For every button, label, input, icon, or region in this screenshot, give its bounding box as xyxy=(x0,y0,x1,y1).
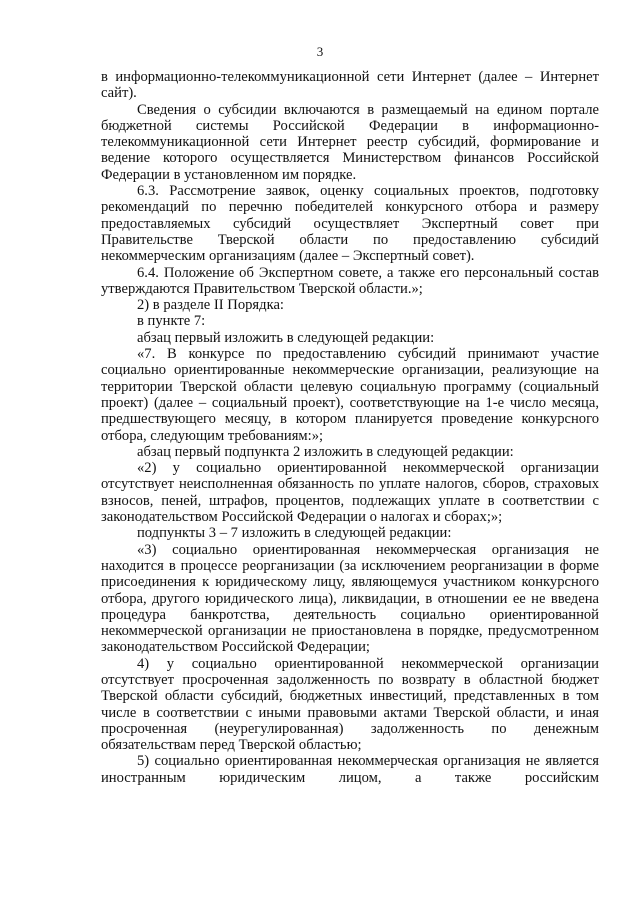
document-body xyxy=(101,69,599,786)
paragraph-subitem-3: «3) социально ориентированная некоммерческая организация не находится в процессе реорганизации (за исключением реорганизации в форме присоединения к юридическому лицу, являющемуся участником конкурсного отбора, другого юридического лица), ликвидации, в отношении ее не введена процедура банкротства, деятельность социально ориентированной некоммерческой организации не приостановлена в порядке, предусмотренном законодательством Российской Федерации; xyxy=(101,541,599,656)
paragraph-section-2: 2) в разделе II Порядка: xyxy=(137,297,284,314)
paragraph-item-7-text: «7. В конкурсе по предоставлению субсидий принимают участие социально ориентированные некоммерческие организации, реализующие на территории Тверской области целевую социальную программу (социальный проект) (далее – социальный проект), соответствующие на 1-е число месяца, предшествующего месяцу, в котором планируется проведение конкурсного отбора, следующим требованиям:»; xyxy=(101,346,599,444)
paragraph-item-7: в пункте 7: xyxy=(137,313,206,330)
paragraph-first-paragraph: абзац первый изложить в следующей редакции: xyxy=(137,329,435,346)
page-number: 3 xyxy=(316,44,324,59)
paragraph-subitem-4: 4) у социально ориентированной некоммерческой организации отсутствует просроченная задолженность по возврату в областной бюджет Тверской области субсидий, бюджетных инвестиций, представленных в том числе в соответствии с иными правовыми актами Тверской области, и иная просроченная (неурегулированная) задолженность по денежным обязательствам перед Тверской областью; xyxy=(101,655,599,754)
paragraph-6-3: 6.3. Рассмотрение заявок, оценку социальных проектов, подготовку рекомендаций по перечню победителей конкурсного отбора и размеру предоставляемых субсидий осуществляет Экспертный совет при Правительстве Тверской области по предоставлению субсидий некоммерческим организациям (далее – Экспертный совет). xyxy=(101,183,599,265)
paragraph-subitem-2-intro: абзац первый подпункта 2 изложить в следующей редакции: xyxy=(137,443,514,460)
paragraph-subsidy-registry: Сведения о субсидии включаются в размещаемый на едином портале бюджетной системы Российской Федерации в информационно-телекоммуникационной сети Интернет реестр субсидий, формирование и ведение которого осуществляется Министерством финансов Российской Федерации в установленном им порядке. xyxy=(101,101,599,183)
paragraph-subitem-2-text: «2) у социально ориентированной некоммерческой организации отсутствует неисполненная обязанность по уплате налогов, сборов, страховых взносов, пеней, штрафов, процентов, подлежащих уплате в соответствии с законодательством Российской Федерации о налогах и сборах;»; xyxy=(101,460,599,526)
paragraph-subitem-5: 5) социально ориентированная некоммерческая организация не является иностранным юридическим лицом, а также российским xyxy=(101,753,599,786)
paragraph-subitems-3-7-intro: подпункты 3 – 7 изложить в следующей редакции: xyxy=(137,525,452,542)
paragraph-internet-site: в информационно-телекоммуникационной сети Интернет (далее – Интернет сайт). xyxy=(101,69,599,102)
paragraph-6-4: 6.4. Положение об Экспертном совете, а также его персональный состав утверждаются Правительством Тверской области.»; xyxy=(101,264,599,297)
